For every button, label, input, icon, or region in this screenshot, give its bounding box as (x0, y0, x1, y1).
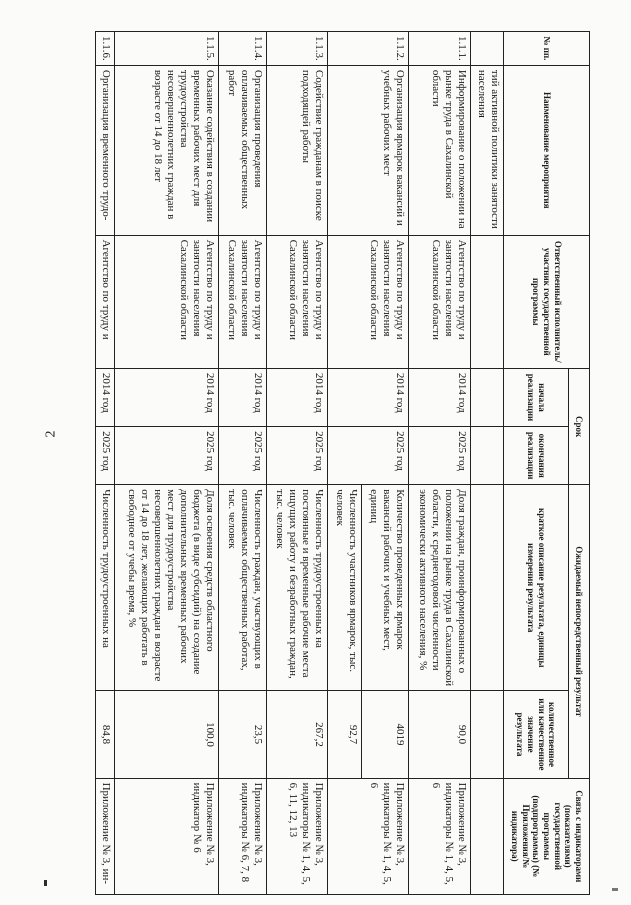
row-value: 90,0 (409, 691, 471, 778)
row-num: 1.1.5. (115, 32, 219, 66)
col-resp-header: Ответственный исполнитель/участник государственной программы (504, 235, 590, 368)
row-num: 1.1.4. (219, 32, 267, 66)
row-start: 2014 год (219, 368, 267, 426)
row-link: Приложение № 3, индикаторы № 1, 4, 5, 6 (409, 778, 471, 894)
cell (470, 32, 503, 66)
activities-table (95, 31, 590, 895)
row-resp: Агентство по труду и занятости населения Сахалинской области (115, 235, 219, 368)
row-end: 2025 год (96, 427, 116, 485)
row-start: 2014 год (328, 368, 409, 426)
row-name: Информирование о положении на рынке труда в Сахалинской области (409, 65, 471, 235)
row-name: Содействие гражданам в поиске подходящей работы (266, 65, 328, 235)
row-value: 267,2 (266, 691, 328, 778)
row-resp: Агентство по труду и занятости населения Сахалинской области (266, 235, 328, 368)
row-value: 84,8 (96, 691, 116, 778)
row-name: Организация проведения оплачиваемых общественных работ (219, 65, 267, 235)
row-start: 2014 год (115, 368, 219, 426)
row-link: Приложение № 3, индикаторы № 6, 7, 8 (219, 778, 267, 894)
col-result-header: Ожидаемый непосредственный результат (568, 485, 589, 778)
row-desc: Доля граждан, проинформированных о положении на рынке труда в Сахалинской области, к среднегодовой численности экономически активного населения, % (409, 485, 471, 691)
table-row (96, 32, 116, 895)
row-start: 2014 год (266, 368, 328, 426)
scan-artifact (612, 888, 618, 891)
cell (470, 778, 503, 894)
row-desc: Доля освоения средств областного бюджета (в виде субсидий) на создание дополнительных временных рабочих мест для трудоустройства несовершеннолетних граждан в возрасте от 14 до 18 лет, желающих работать в свободное от учебы время, % (115, 485, 219, 691)
row-link: Приложение № 3, индикаторы № 1, 4, 5, 6 (328, 778, 409, 894)
col-desc-header: краткое описание результата, единицы измерения результата (504, 485, 569, 691)
row-start: 2014 год (96, 368, 116, 426)
row-name: Оказание содействия в создании временных рабочих мест для трудоустройства несовершеннолетних граждан в возрасте от 14 до 18 лет (115, 65, 219, 235)
row-link: Приложение № 3, индикаторы № 1, 4, 5, 6, 11, 12, 13 (266, 778, 328, 894)
row-desc: Численность трудоустроенных на (96, 485, 116, 691)
col-term-header: Срок (568, 368, 589, 484)
row-value: 23,5 (219, 691, 267, 778)
row-desc: Количество проведенных ярмарок вакансий рабочих и учебных мест, единиц (361, 485, 409, 691)
col-name-header: Наименование мероприятия (504, 65, 590, 235)
row-end: 2025 год (115, 427, 219, 485)
row-link: Приложение № 3, индикатор № 6 (115, 778, 219, 894)
row-resp: Агентство по труду и занятости населения Сахалинской области (409, 235, 471, 368)
row-desc: Численность участников ярмарок, тыс. человек (328, 485, 361, 691)
col-end-header: окончания реализации (504, 427, 569, 485)
rotated-table-container (95, 31, 590, 895)
table-row (409, 32, 471, 895)
row-desc: Численность граждан, участвующих в оплачиваемых общественных работах, тыс. человек (219, 485, 267, 691)
table-row (361, 32, 409, 895)
table-row (266, 32, 328, 895)
row-value: 4019 (361, 691, 409, 778)
section-row (470, 32, 503, 895)
row-resp: Агентство по труду и занятости населения Сахалинской области (219, 235, 267, 368)
row-name: Организация временного трудо- (96, 65, 116, 235)
header-row (568, 32, 589, 895)
row-value: 100,0 (115, 691, 219, 778)
row-end: 2025 год (328, 427, 409, 485)
row-resp: Агентство по труду и (96, 235, 116, 368)
row-num: 1.1.3. (266, 32, 328, 66)
cell (470, 485, 503, 691)
row-name: Организация ярмарок вакансий и учебных рабочих мест (328, 65, 409, 235)
page-number: 2 (43, 430, 59, 438)
row-end: 2025 год (409, 427, 471, 485)
cell (470, 368, 503, 426)
table-row (115, 32, 219, 895)
row-num: 1.1.2. (328, 32, 409, 66)
col-start-header: начала реализации (504, 368, 569, 426)
row-desc: Численность трудоустроенных на постоянные и временные рабочие места ищущих работу и безработных граждан, тыс. человек (266, 485, 328, 691)
col-value-header: количественное или качественное значение результата (504, 691, 569, 778)
row-start: 2014 год (409, 368, 471, 426)
row-num: 1.1.1. (409, 32, 471, 66)
row-num: 1.1.6. (96, 32, 116, 66)
table-row (219, 32, 267, 895)
section-title: тий активной политики занятости населения (470, 65, 503, 235)
col-num-header: № пп. (504, 32, 590, 66)
scan-artifact (44, 880, 47, 886)
row-link: Приложение № 3, ин- (96, 778, 116, 894)
row-end: 2025 год (266, 427, 328, 485)
col-link-header: Связь с индикаторами (показателями) государственной программы (подпрограммы) (№ Приложения/№ индикатора) (504, 778, 590, 894)
cell (470, 691, 503, 778)
cell (470, 235, 503, 368)
row-resp: Агентство по труду и занятости населения Сахалинской области (328, 235, 409, 368)
cell (470, 427, 503, 485)
row-value: 92,7 (328, 691, 361, 778)
row-end: 2025 год (219, 427, 267, 485)
